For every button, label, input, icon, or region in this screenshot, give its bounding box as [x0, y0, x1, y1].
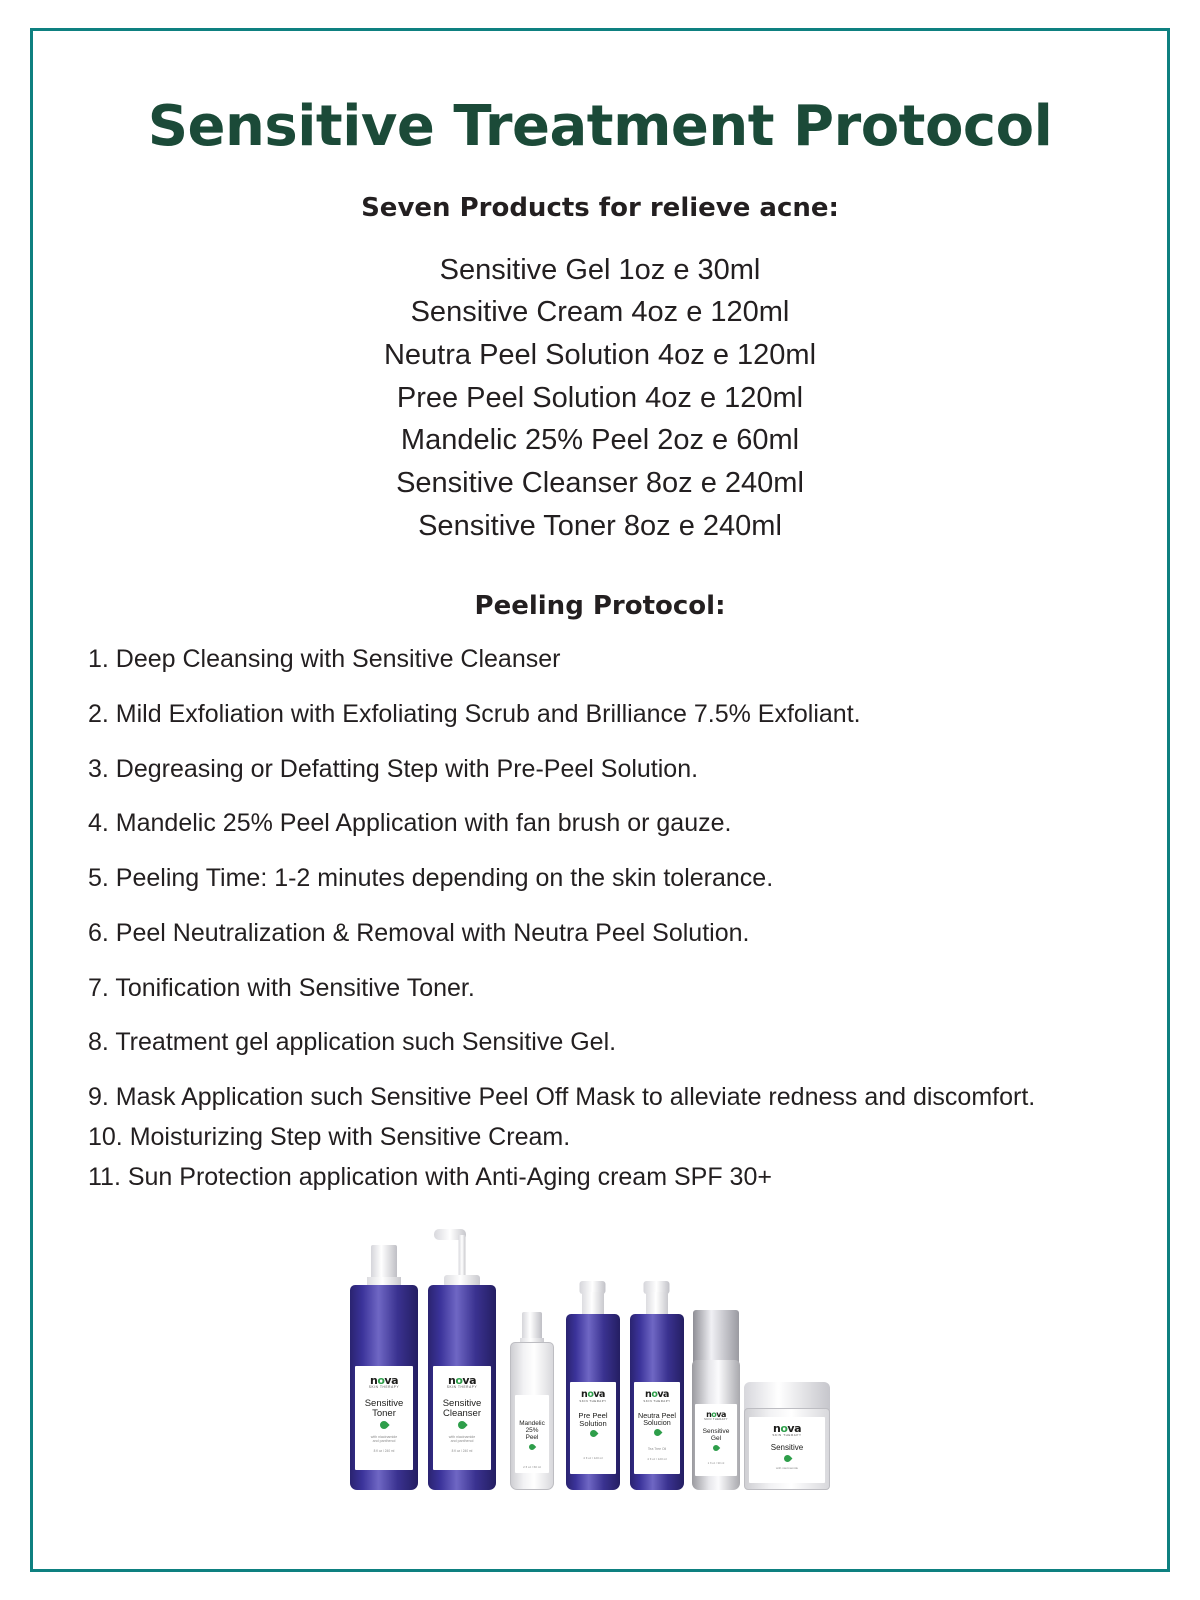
- label-size: 8 fl oz / 240 ml: [373, 1449, 395, 1454]
- brand-tagline: SKIN THERAPY: [772, 1433, 802, 1438]
- product-lineup-image: [340, 1220, 860, 1490]
- leaf-icon: [456, 1419, 467, 1430]
- leaf-icon: [652, 1428, 662, 1438]
- product-name-line2: Cleanser: [442, 1407, 482, 1419]
- product-name: Pre Peel: [578, 1410, 608, 1420]
- spray-collar: [582, 1292, 604, 1316]
- label-fineprint-2: and panthenol: [372, 1438, 396, 1443]
- sensitive-gel-bottle: [692, 1312, 740, 1490]
- spray-cap: [371, 1245, 397, 1279]
- label-fineprint: with niacinamide: [370, 1434, 398, 1439]
- bottle-body: [510, 1342, 554, 1490]
- brand-logo: nova: [706, 1410, 726, 1420]
- protocol-step: 9. Mask Application such Sensitive Peel Off Mask to alleviate redness and discomfort.: [88, 1083, 1036, 1112]
- leaf-icon: [528, 1442, 536, 1450]
- protocol-step: 6. Peel Neutralization & Removal with Neutra Peel Solution.: [88, 918, 750, 947]
- product-list: [84, 249, 1116, 547]
- product-name: Mandelic 25%: [519, 1420, 545, 1435]
- label-fineprint: Tea Tree Oil: [647, 1446, 667, 1451]
- leaf-icon: [378, 1419, 389, 1430]
- product-name: Neutra Peel: [638, 1410, 676, 1420]
- protocol-step: 1. Deep Cleansing with Sensitive Cleanser: [88, 645, 561, 674]
- product-name-line2: Solution: [579, 1418, 607, 1428]
- protocol-step: 11. Sun Protection application with Anti-Aging cream SPF 30+: [88, 1162, 772, 1191]
- bottle-body: [566, 1314, 620, 1490]
- label-size: 4 fl oz / 120 ml: [647, 1456, 667, 1461]
- leaf-icon: [782, 1453, 792, 1463]
- bottle-label: [695, 1404, 737, 1476]
- protocol-step: 8. Treatment gel application such Sensitive Gel.: [88, 1028, 617, 1057]
- product-item: Sensitive Toner 8oz e 240ml: [418, 509, 782, 542]
- sensitive-toner-bottle: [350, 1245, 418, 1490]
- sensitive-cream-jar: [744, 1382, 830, 1490]
- spray-collar: [646, 1292, 668, 1316]
- mandelic-peel-bottle: [510, 1314, 554, 1490]
- label-size: 4 fl oz / 120 ml: [583, 1455, 603, 1460]
- bottle-label: [355, 1366, 412, 1470]
- product-item: Sensitive Cleanser 8oz e 240ml: [396, 466, 804, 499]
- brand-tagline: SKIN THERAPY: [368, 1385, 400, 1390]
- page-title: Sensitive Treatment Protocol: [147, 94, 1053, 159]
- protocol-heading: Peeling Protocol:: [474, 591, 726, 622]
- product-name: Sensitive: [770, 1443, 804, 1453]
- bottle-body: [630, 1314, 684, 1490]
- product-name-line2: Solucion: [643, 1418, 671, 1428]
- label-size: 2 fl oz / 60 ml: [523, 1464, 541, 1469]
- products-heading: Seven Products for relieve acne:: [361, 192, 839, 223]
- product-item: Sensitive Gel 1oz e 30ml: [439, 253, 761, 286]
- protocol-step: 7. Tonification with Sensitive Toner.: [88, 973, 475, 1002]
- protocol-steps: [84, 643, 1116, 1194]
- product-name: Sensitive: [364, 1397, 404, 1409]
- product-name-line2: Gel: [710, 1434, 722, 1442]
- product-name-line2: Peel: [525, 1433, 539, 1441]
- label-fineprint: with niacinamide: [775, 1465, 799, 1470]
- brand-logo: nova: [581, 1389, 605, 1401]
- product-item: Neutra Peel Solution 4oz e 120ml: [383, 339, 817, 372]
- page-content: [28, 26, 1172, 1490]
- label-size: 1 fl oz / 30 ml: [707, 1460, 725, 1465]
- protocol-step: 4. Mandelic 25% Peel Application with fan brush or gauze.: [88, 809, 732, 838]
- bottle-label: [515, 1395, 549, 1473]
- neutra-peel-solution-bottle: [630, 1278, 684, 1490]
- sensitive-cleanser-bottle: [428, 1228, 496, 1490]
- leaf-icon: [588, 1428, 598, 1438]
- brand-logo: nova: [645, 1389, 669, 1401]
- bottle-cap: [693, 1310, 739, 1362]
- jar-label: [749, 1417, 825, 1483]
- protocol-step: 10. Moisturizing Step with Sensitive Cream.: [88, 1122, 571, 1151]
- jar-body: [744, 1408, 830, 1490]
- brand-tagline: SKIN THERAPY: [704, 1418, 728, 1422]
- brand-tagline: SKIN THERAPY: [579, 1398, 607, 1403]
- protocol-step: 5. Peeling Time: 1-2 minutes depending on the skin tolerance.: [88, 864, 774, 893]
- pre-peel-solution-bottle: [566, 1278, 620, 1490]
- bottle-label: [570, 1382, 615, 1474]
- product-name: Sensitive: [442, 1397, 482, 1409]
- product-item: Mandelic 25% Peel 2oz e 60ml: [400, 424, 800, 457]
- pump-stem: [459, 1235, 466, 1277]
- label-fineprint: with niacinamide: [448, 1434, 476, 1439]
- label-size: 8 fl oz / 240 ml: [451, 1449, 473, 1454]
- bottle-body: [428, 1285, 496, 1490]
- brand-tagline: SKIN THERAPY: [446, 1385, 478, 1390]
- product-item: Pree Peel Solution 4oz e 120ml: [396, 381, 804, 414]
- bottle-label: [634, 1382, 679, 1474]
- product-item: Sensitive Cream 4oz e 120ml: [410, 296, 790, 329]
- product-name: Sensitive: [702, 1428, 730, 1436]
- product-name-line2: Toner: [372, 1407, 396, 1419]
- protocol-step: 2. Mild Exfoliation with Exfoliating Scrub and Brilliance 7.5% Exfoliant.: [88, 699, 861, 728]
- protocol-step: 3. Degreasing or Defatting Step with Pre-Peel Solution.: [88, 754, 699, 783]
- brand-logo: nova: [370, 1374, 398, 1388]
- bottle-body: [350, 1285, 418, 1490]
- leaf-icon: [712, 1444, 720, 1452]
- bottle-label: [433, 1366, 490, 1470]
- brand-logo: nova: [773, 1422, 801, 1436]
- brand-tagline: SKIN THERAPY: [643, 1398, 671, 1403]
- bottle-cap: [522, 1312, 542, 1340]
- label-fineprint-2: and panthenol: [450, 1438, 474, 1443]
- brand-logo: nova: [448, 1374, 476, 1388]
- bottle-body: [692, 1360, 740, 1490]
